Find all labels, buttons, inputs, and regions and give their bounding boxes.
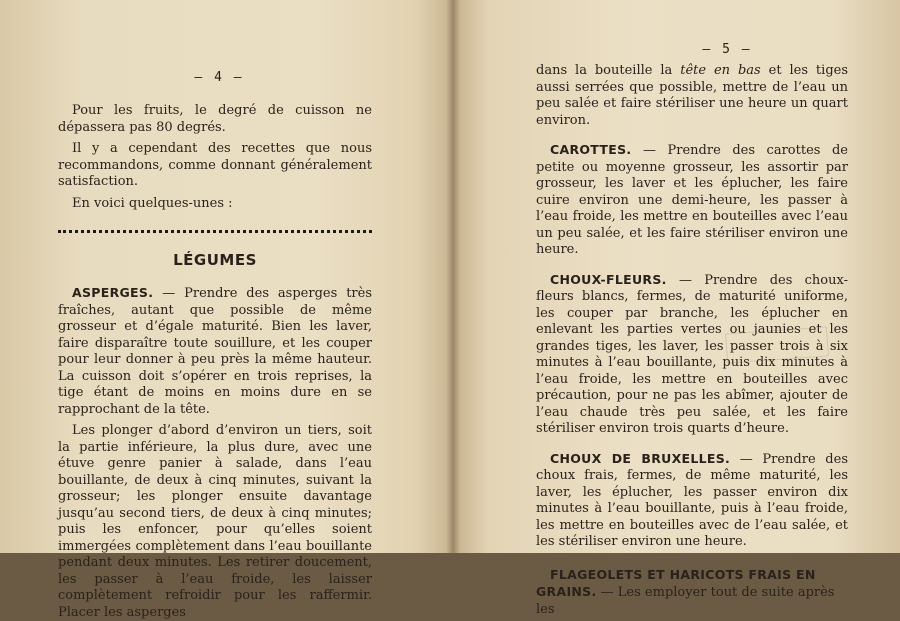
asperges-heading: ASPERGES. xyxy=(72,285,154,300)
choux-fleurs-heading: CHOUX-FLEURS. xyxy=(550,271,667,287)
flageolets-text: — Les employer tout de suite après les xyxy=(536,585,835,617)
choux-bruxelles-heading: CHOUX DE BRUXELLES. xyxy=(550,450,731,466)
choux-bruxelles-paragraph xyxy=(536,451,848,551)
continuation-italic: tête en bas xyxy=(680,63,761,78)
book-spine-shadow xyxy=(446,0,460,553)
carottes-heading: CAROTTES. xyxy=(550,142,632,157)
continuation-paragraph xyxy=(536,63,848,129)
flageolets-paragraph xyxy=(536,567,848,619)
right-page xyxy=(452,0,900,617)
intro-paragraph-1: Pour les fruits, le degré de cuisson ne dépassera pas 80 degrés. xyxy=(58,103,372,135)
choux-bruxelles-text: — Prendre des choux frais, fermes, de même maturité, les laver, les éplucher, les passer environ dix minutes à l’eau bouillante, puis à l’eau froide, les mettre en bouteilles avec de l’eau salée, et les stériliser environ une heure. xyxy=(536,451,848,549)
carottes-text: — Prendre des carottes de petite ou moyenne grosseur, les assortir par grosseur, les laver et les éplucher, les faire cuire environ une demi-heure, les passer à l’eau froide, les mettre en bouteilles avec l’eau un peu salée, et les faire stériliser environ une heure. xyxy=(536,143,848,257)
intro-paragraph-2: Il y a cependant des recettes que nous recommandons, comme donnant généralement satisfaction. xyxy=(58,141,372,189)
asperges-paragraph-1 xyxy=(58,285,372,418)
continuation-end: et les tiges aussi serrées que possible, mettre de l’eau un peu salée et faire stériliser une heure un quart environ. xyxy=(536,63,849,128)
choux-fleurs-text: — Prendre des choux-fleurs blancs, fermes, de maturité uniforme, les couper par branche, les éplucher en enlevant les parties vertes ou jaunies et les grandes tiges, les laver, les passer trois à six minutes à l’eau bouillante, puis dix minutes à l’eau froide, les mettre en bouteilles avec précaution, pour ne pas les abîmer, ajouter de l’eau chaude très peu salée, et les faire stériliser environ trois quarts d’heure. xyxy=(536,272,848,436)
continuation-start: dans la bouteille la xyxy=(536,63,681,78)
dotted-divider xyxy=(58,230,372,233)
flageolets-heading: FLAGEOLETS ET HARICOTS FRAIS EN GRAINS. xyxy=(536,566,816,599)
page-number-left: — 4 — xyxy=(194,70,244,85)
section-title-legumes: LÉGUMES xyxy=(173,251,257,269)
carottes-paragraph xyxy=(536,142,848,259)
page-number-right: — 5 — xyxy=(702,42,752,57)
asperges-paragraph-2: Les plonger d’abord d’environ un tiers, soit la partie inférieure, la plus dure, avec une étuve genre panier à salade, dans l’eau bouillante, de deux à cinq minutes, suivant la grosseur; les plonger ensuite davantage jusqu’au second tiers, de deux à cinq minutes; puis les enfoncer, pour qu’elles soient immergées complètement dans l’eau bouillante pendant deux minutes. Les retirer doucement, les passer à l’eau froide, les laisser complètement refroidir pour les raffermir. Placer les asperges xyxy=(58,423,372,620)
intro-paragraph-3: En voici quelques-unes : xyxy=(72,195,233,211)
asperges-text-1: — Prendre des asperges très fraîches, autant que possible de même grosseur et d’égale maturité. Bien les laver, faire disparaître toute souillure, et les couper pour leur donner à peu près la même hauteur. La cuisson doit s’opérer en trois reprises, la tige étant de moins en moins dure en se rapprochant de la tête. xyxy=(58,286,372,417)
